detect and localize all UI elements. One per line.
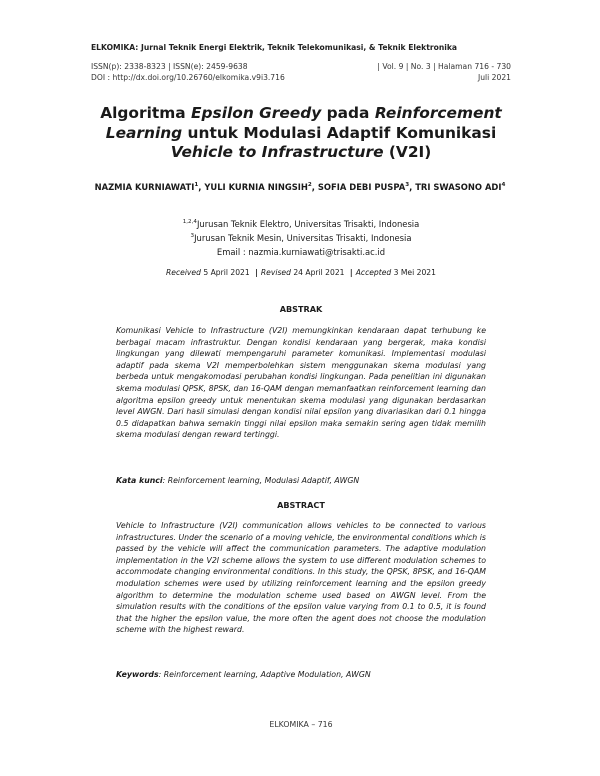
issn-row [91,62,511,71]
abstract-body: Vehicle to Infrastructure (V2I) communication allows vehicles to be connected to various infrastructures. Under the scenario of a moving vehicle, the environmental conditions which is passed by the vehicle will affect the communication parameters. The adaptive modulation implementation in the V2I scheme allows the system to use different modulation schemes to accommodate changing environmental conditions. In this study, the QPSK, 8PSK, and 16-QAM modulation schemes were used by utilizing reinforcement learning and the epsilon greedy algorithm to determine the modulation scheme used based on AWGN level. From the simulation results with the conditions of the epsilon value varying from 0.1 to 0.5, it is found that the higher the epsilon value, the more often the agent does not choose the modulation scheme with the highest reward. [116,521,486,635]
issue-date: Juli 2021 [477,73,511,82]
affiliations [96,217,506,259]
author-list: NAZMIA KURNIAWATI$^1$, YULI KURNIA NINGSIH$^2$, SOFIA DEBI PUSPA$^3$, TRI SWASONO ADI$^4$ [94,182,506,192]
abstract-heading: ABSTRACT [277,500,325,510]
article-dates: Received 5 April 2021 | Revised 24 April 2021 | Accepted 3 Mei 2021 [166,268,436,277]
keywords: Keywords: Reinforcement learning, Adaptive Modulation, AWGN [116,670,371,679]
page-footer: ELKOMIKA – 716 [269,720,333,729]
affiliation-2: $^3$Jurusan Teknik Mesin, Universitas Trisakti, Indonesia [190,233,412,243]
abstrak-body: Komunikasi Vehicle to Infrastructure (V2I) memungkinkan kendaraan dapat terhubung ke berbagai macam infrastruktur. Dengan kondisi kendaraan yang bergerak, maka kondisi lingkungan yang dilewati mempengaruhi parameter komunikasi. Implementasi modulasi adaptif pada skema V2I memperbolehkan sistem menggunakan skema modulasi yang berbeda untuk mengakomodasi perubahan kondisi lingkungan. Pada penelitian ini digunakan skema modulasi QPSK, 8PSK, dan 16-QAM dengan memanfaatkan reinforcement learning dan algoritma epsilon greedy untuk menentukan skema modulasi yang digunakan berdasarkan level AWGN. Dari hasil simulasi dengan kondisi nilai epsilon yang divariasikan dari 0.1 hingga 0.5 didapatkan bahwa semakin tinggi nilai epsilon maka semakin sering agen tidak memilih skema modulasi dengan reward tertinggi. [116,326,486,440]
affiliation-1: $^{1,2,4}$Jurusan Teknik Elektro, Universitas Trisakti, Indonesia [182,219,420,229]
doi-row [91,73,511,82]
email[interactable]: Email : nazmia.kurniawati@trisakti.ac.id [216,247,386,257]
abstrak-heading: ABSTRAK [279,304,323,314]
kata-kunci: Kata kunci: Reinforcement learning, Modulasi Adaptif, AWGN [116,476,360,485]
issn-text: ISSN(p): 2338-8323 | ISSN(e): 2459-9638 [91,62,248,71]
volume-text: | Vol. 9 | No. 3 | Halaman 716 - 730 [377,62,511,71]
paper-title: Algoritma Epsilon Greedy pada Reinforcement Learning untuk Modulasi Adaptif Komunikasi Vehicle to Infrastructure (V2I) [100,104,502,161]
doi-text[interactable]: DOI : http://dx.doi.org/10.26760/elkomika.v9i3.716 [91,73,285,82]
journal-name: ELKOMIKA: Jurnal Teknik Energi Elektrik, Teknik Telekomunikasi, & Teknik Elektronika [91,43,458,52]
